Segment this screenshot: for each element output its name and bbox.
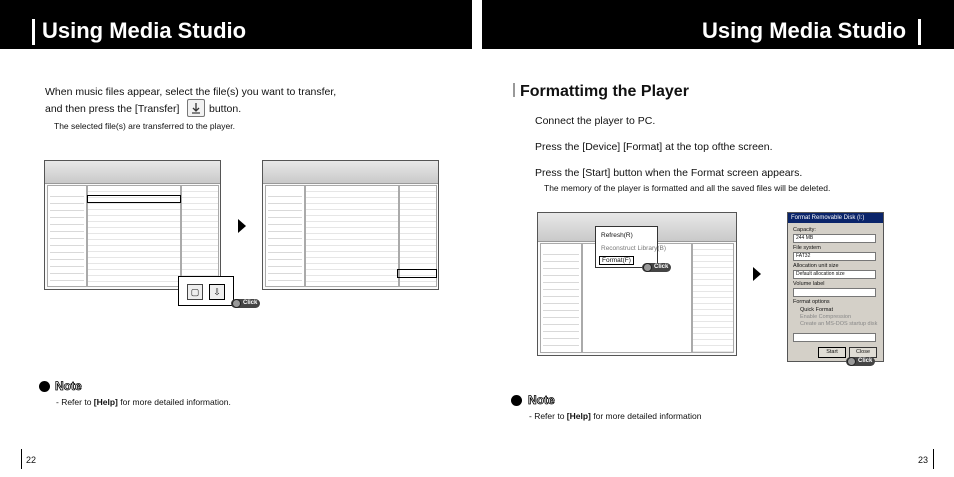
library-tree-pane [47, 185, 87, 287]
right-header-bar [482, 0, 954, 49]
left-page-number: 22 [26, 455, 37, 465]
allocation-select[interactable]: Default allocation size [793, 270, 876, 279]
left-header-accent [32, 19, 35, 45]
enable-compression-checkbox[interactable]: Enable Compression [800, 314, 852, 320]
filesystem-select[interactable]: FAT32 [793, 252, 876, 261]
arrow-icon-left [238, 219, 246, 233]
right-note-title: Note [528, 393, 555, 407]
transfer-sub-note: The selected file(s) are transferred to the player. [54, 121, 235, 131]
format-progress-bar [793, 333, 876, 342]
quick-format-checkbox[interactable]: Quick Format [800, 307, 834, 313]
capacity-label: Capacity: [793, 227, 816, 233]
right-header-accent [918, 19, 921, 45]
intro-line-1: When music files appear, select the file(s) you want to transfer, [45, 86, 337, 98]
start-button[interactable]: Start [818, 347, 846, 358]
left-header-title: Using Media Studio [42, 18, 247, 43]
msdos-startup-checkbox[interactable]: Create an MS-DOS startup disk [800, 321, 878, 327]
left-header-bar [0, 0, 472, 49]
menu-item-format[interactable]: Format(F) [599, 256, 634, 265]
arrow-icon-right [753, 267, 761, 281]
right-note-text: - Refer to [Help] for more detailed information [529, 411, 702, 421]
device-file-pane [181, 185, 219, 287]
step-1: Connect the player to PC. [535, 115, 656, 127]
transfer-button-icon [187, 99, 205, 117]
volume-input[interactable] [793, 288, 876, 297]
click-badge-menu: Click [642, 263, 671, 272]
intro-line-2-pre: and then press the [Transfer] [45, 103, 180, 115]
transferred-files-highlight [397, 269, 437, 278]
delete-button-icon: ▢ [187, 284, 203, 300]
library-tree-pane [540, 243, 582, 353]
menu-item-refresh[interactable]: Refresh(R) [601, 232, 633, 239]
right-page-rule [933, 449, 934, 469]
format-dialog-title: Format Removable Disk (I:) [788, 213, 883, 223]
left-note-text: - Refer to [Help] for more detailed information. [56, 397, 231, 407]
allocation-label: Allocation unit size [793, 263, 839, 269]
note-bullet-icon [39, 381, 50, 392]
library-tree-pane [265, 185, 305, 287]
step-3: Press the [Start] button when the Format screen appears. [535, 167, 803, 179]
step-2: Press the [Device] [Format] at the top ofthe screen. [535, 141, 773, 153]
intro-line-2-post: button. [209, 103, 242, 115]
file-list-pane [305, 185, 399, 287]
transfer-zoom-icon: ⇩ [209, 284, 225, 300]
left-note-title: Note [55, 379, 82, 393]
section-title: Formattimg the Player [513, 83, 689, 101]
media-studio-screenshot-1 [44, 160, 221, 290]
format-dialog [787, 212, 884, 362]
left-page-rule [21, 449, 22, 469]
format-options-label: Format options [793, 299, 830, 305]
volume-label: Volume label [793, 281, 825, 287]
click-badge-left: Click [231, 299, 260, 308]
menu-item-reconstruct-library[interactable]: Reconstruct Library(B) [601, 245, 667, 252]
window-titlebar [45, 161, 220, 184]
window-titlebar [263, 161, 438, 184]
selected-files-highlight [87, 195, 181, 203]
filesystem-label: File system [793, 245, 821, 251]
click-badge-dialog: Click [846, 357, 875, 366]
close-button[interactable]: Close [849, 347, 877, 358]
capacity-select[interactable]: 244 MB [793, 234, 876, 243]
right-header-title: Using Media Studio [702, 18, 907, 43]
media-studio-screenshot-2 [262, 160, 439, 290]
transfer-zoom-inset [178, 276, 234, 306]
note-bullet-icon [511, 395, 522, 406]
right-page-number: 23 [918, 455, 929, 465]
device-file-pane [692, 243, 734, 353]
step-3-note: The memory of the player is formatted and all the saved files will be deleted. [544, 183, 831, 193]
